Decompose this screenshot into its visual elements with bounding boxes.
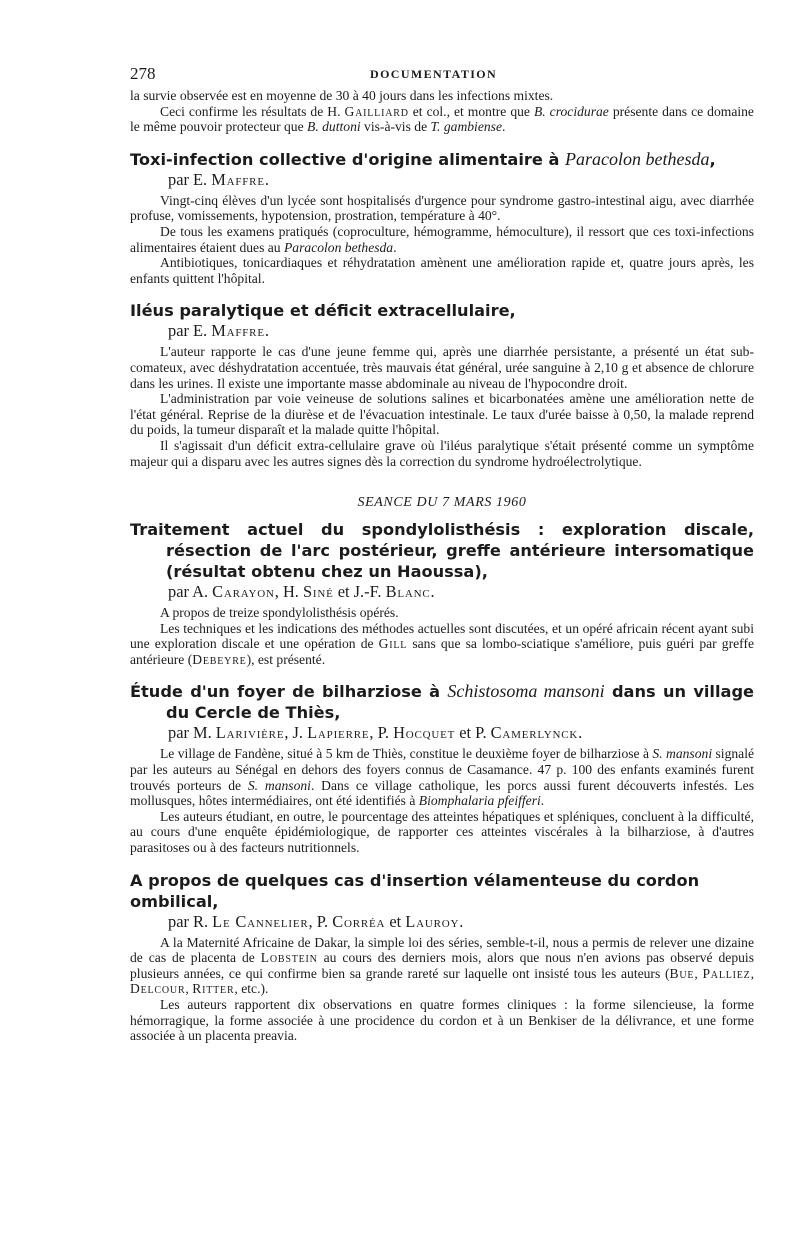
article-title: Iléus paralytique et déficit extracellulaire, (130, 301, 516, 321)
article-paragraph: Les auteurs rapportent dix observations en quatre formes cliniques : la forme silencieuse, la forme hémorragique, la forme associée à une procidence du cordon et à un Benkiser de la délivrance, et une forme associée à un placenta preavia. (130, 997, 754, 1044)
article-paragraph: Il s'agissait d'un déficit extra-cellulaire grave où l'iléus paralytique s'était présenté comme un symptôme majeur qui a disparu avec les autres signes dès la correction du syndrome hydroélectrolytique. (130, 437, 754, 469)
session-heading: SEANCE DU 7 MARS 1960 (357, 495, 527, 511)
page-header (130, 64, 754, 88)
article-paragraph: Antibiotiques, tonicardiaques et réhydratation amènent une amélioration rapide et, quatre jours après, les enfants quittent l'hôpital. (130, 255, 754, 286)
species-name: Schistosoma mansoni (447, 681, 605, 702)
article-toxi-infection (130, 149, 754, 287)
article-paragraph: De tous les examens pratiqués (coproculture, hémogramme, hémoculture), il ressort que ces toxi-infections alimentaires étaient dues au Paracolon bethesda. (130, 223, 754, 255)
article-paragraph: Les auteurs étudiant, en outre, le pourcentage des atteintes hépatiques et spléniques, concluent à la difficulté, au cours d'une enquête épidémiologique, de rapporter ces atteintes viscérales à la bilharziose, à d'autres parasitoses ou à des facteurs nutritionnels. (130, 808, 754, 856)
article-paragraph: Le village de Fandène, situé à 5 km de Thiès, constitue le deuxième foyer de bilharziose à S. mansoni signalé par les auteurs au Sénégal en dehors des foyers connus de Casamance. 47 p. 100 des enfants examinés furent trouvés porteurs de S. mansoni. Dans ce village catholique, les porcs aussi furent découverts infestés. Les mollusques, hôtes intermédiaires, ont été identifiés à Biomphalaria pfeifferi. (130, 746, 755, 809)
article-authors: par E. Maffre. (168, 321, 269, 341)
article-paragraph: L'administration par voie veineuse de solutions salines et bicarbonatées amène une amélioration nette de l'état général. Reprise de la diurèse et de l'évacuation intestinale. Le taux d'urée baisse à 0,50, la malade reprend du poids, la tumeur disparaît et la malade quitte l'hôpital. (130, 391, 754, 438)
page-number: 278 (130, 64, 156, 83)
article-ileus (130, 300, 754, 469)
article-bilharziose (130, 681, 754, 855)
article-paragraph: Les techniques et les indications des méthodes actuelles sont discutées, et un opéré africain récent ayant subi une exploration discale et une opération de Gill sans que sa lombo-sciatique s'améliore, puis guéri par greffe antérieure (Debeyre), est présenté. (130, 620, 755, 667)
article-paragraph: Vingt-cinq élèves d'un lycée sont hospitalisés d'urgence pour syndrome gastro-intestinal aigu, avec diarrhée profuse, vomissements, hypotension, prostration, température à 40°. (130, 192, 754, 224)
intro-paragraph-2: Ceci confirme les résultats de H. Gailliard et col., et montre que B. crocidurae présente dans ce domaine le même pouvoir protecteur que B. duttoni vis-à-vis de T. gambiense. (130, 103, 754, 135)
species-name: Paracolon bethesda (284, 239, 394, 255)
page (130, 64, 754, 1044)
article-authors: par A. Carayon, H. Siné et J.-F. Blanc. (168, 582, 435, 602)
article-paragraph: A propos de treize spondylolisthésis opérés. (160, 605, 399, 621)
running-head: DOCUMENTATION (370, 67, 498, 81)
intro-section (130, 88, 754, 135)
article-paragraph: A la Maternité Africaine de Dakar, la simple loi des séries, semble-t-il, nous a permis de relever une dizaine de cas de placenta de Lobstein au cours des derniers mois, alors que nous n'en avions pas observé depuis plusieurs années, ce qui confirme bien sa grande rareté sur laquelle ont insisté tous les auteurs (Bue, Palliez, Delcour, Ritter, etc.). (130, 934, 754, 997)
species-name: B. duttoni (307, 119, 361, 135)
author-name: Gailliard (344, 103, 409, 119)
species-name: B. crocidurae (533, 103, 609, 119)
species-name: Paracolon bethesda (565, 148, 710, 169)
article-spondylolisthesis (130, 519, 754, 667)
article-paragraph: L'auteur rapporte le cas d'une jeune femme qui, après une diarrhée persistante, a présenté un état sub-comateux, avec déshydratation accentuée, très mauvais état général, urée sanguine à 2,10 g et absence de chlorure dans les urines. Il existe une importante masse abdominale au niveau de l'hypocondre droit. (130, 344, 754, 391)
article-authors: par E. Maffre. (168, 169, 269, 189)
intro-paragraph-1: la survie observée est en moyenne de 30 à 40 jours dans les infections mixtes. (130, 88, 554, 103)
article-title: Traitement actuel du spondylolisthésis : exploration discale, résection de l'arc postérieur, greffe antérieure intersomatique (résultat obtenu chez un Haoussa), (130, 520, 754, 582)
article-authors: par R. Le Cannelier, P. Corréa et Lauroy. (168, 911, 464, 931)
article-authors: par M. Larivière, J. Lapierre, P. Hocquet et P. Camerlynck. (168, 723, 583, 743)
article-title: Étude d'un foyer de bilharziose à Schistosoma mansoni dans un village du Cercle de Thiès, (130, 681, 755, 723)
article-title: Toxi-infection collective d'origine alimentaire à Paracolon bethesda, (130, 148, 716, 169)
article-title: A propos de quelques cas d'insertion vélamenteuse du cordon ombilical, (130, 870, 700, 911)
species-name: T. gambiense (430, 119, 502, 135)
article-cordon-ombilical (130, 870, 754, 1044)
